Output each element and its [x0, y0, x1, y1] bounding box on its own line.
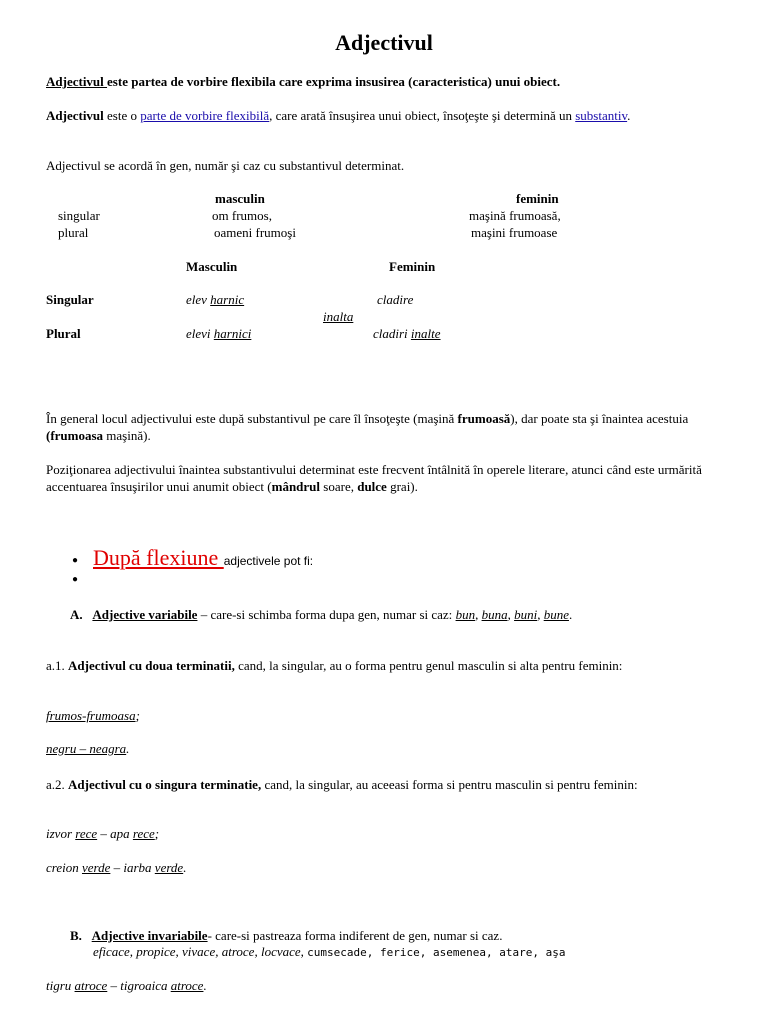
t: – iarba	[110, 860, 155, 875]
example-buna: buna	[481, 607, 508, 622]
bullet-item-flexiune	[93, 545, 313, 571]
end: .	[568, 607, 573, 622]
table1-header-masculin: masculin	[215, 191, 265, 206]
placement-paragraph	[46, 410, 726, 444]
t: – tigroaica	[107, 978, 171, 993]
a1-paragraph	[46, 657, 726, 674]
sep: ,	[507, 607, 515, 622]
page-title: Adjectivul	[335, 30, 433, 55]
position-text-2: soare,	[320, 479, 358, 494]
intro-paragraph	[46, 73, 726, 90]
table2-noun-plural: elevi	[186, 326, 214, 341]
flexiune-heading: După flexiune	[93, 545, 224, 570]
link-parte-de-vorbire[interactable]: parte de vorbire flexibilă	[140, 108, 270, 123]
a1-example-2-text: negru – neagra	[46, 741, 127, 756]
table1-cell-masc-singular: om frumos,	[212, 208, 272, 223]
position-bold-1: mândrul	[271, 479, 321, 494]
a1-number: a.1.	[46, 658, 69, 673]
t: tigru	[46, 978, 75, 993]
sep: ,	[475, 607, 482, 622]
table1-cell-masc-plural: oameni frumoşi	[214, 225, 296, 240]
bullet-marker-2: ●	[72, 574, 79, 585]
section-a-line	[70, 607, 572, 623]
table2-cell-fem-singular: cladire	[377, 292, 414, 307]
section-a-heading: Adjective variabile	[92, 607, 198, 622]
table1-cell-fem-plural: maşini frumoase	[471, 225, 558, 240]
a2-example-1	[46, 826, 159, 842]
sep: ,	[537, 607, 544, 622]
table1-header-feminin: feminin	[516, 191, 559, 206]
position-paragraph	[46, 461, 726, 495]
a1-heading: Adjectivul cu doua terminatii,	[68, 658, 235, 673]
section-a-text: – care-si schimba forma dupa gen, numar si caz:	[197, 607, 456, 622]
table2-header-feminin: Feminin	[389, 259, 436, 274]
table2-cell-fem-plural	[373, 326, 441, 342]
intro-term: Adjectivul	[46, 74, 108, 89]
adj: atroce	[170, 978, 204, 993]
placement-text-end: maşină).	[103, 428, 151, 443]
adj: atroce	[74, 978, 108, 993]
definition-term: Adjectivul	[46, 108, 104, 123]
agreement-paragraph: Adjectivul se acordă în gen, număr şi caz cu substantivul determinat.	[46, 158, 405, 173]
invariable-list-italic: eficace, propice, vivace, atroce, locvace,	[93, 944, 308, 959]
a1-text: cand, la singular, au o forma pentru genul masculin si alta pentru feminin:	[234, 658, 623, 673]
example-bun: bun	[455, 607, 476, 622]
adj: verde	[154, 860, 184, 875]
table2-cell-masc-plural	[186, 326, 251, 342]
section-b-list	[93, 944, 565, 960]
table2-row-label-plural: Plural	[46, 326, 81, 341]
definition-text: este o	[103, 108, 141, 123]
definition-text-end: .	[627, 108, 631, 123]
placement-bold-1: frumoasă	[457, 411, 511, 426]
t: creion	[46, 860, 82, 875]
table2-adjective: harnic	[210, 292, 245, 307]
invariable-list-mono: cumsecade, ferice, asemenea, atare, aşa	[307, 946, 566, 959]
position-text-end: grai).	[386, 479, 418, 494]
placement-bold-2: (frumoasa	[46, 428, 104, 443]
table2-row-label-singular: Singular	[46, 292, 94, 307]
section-b-example	[46, 978, 207, 994]
a2-text: cand, la singular, au aceeasi forma si pentru masculin si pentru feminin:	[261, 777, 638, 792]
table1-cell-fem-singular: maşină frumoasă,	[469, 208, 561, 223]
a2-heading: Adjectivul cu o singura terminatie,	[68, 777, 262, 792]
definition-paragraph	[46, 107, 726, 124]
end: .	[126, 741, 130, 756]
section-b-letter: B.	[70, 928, 82, 943]
section-b-text: - care-si pastreaza forma indiferent de gen, numar si caz.	[207, 928, 503, 943]
intro-text: este partea de vorbire flexibila care exprima insusirea (caracteristica) unui obiect.	[107, 74, 561, 89]
table2-middle-adjective: inalta	[323, 309, 354, 324]
table2-noun-fem-plural: cladiri	[373, 326, 411, 341]
a1-example-2	[46, 741, 129, 757]
placement-text: În general locul adjectivului este după substantivul pe care îl însoţeşte (maşină	[46, 411, 458, 426]
a2-paragraph	[46, 776, 726, 793]
section-b-heading: Adjective invariabile	[91, 928, 208, 943]
table1-row-label-singular: singular	[58, 208, 100, 223]
position-bold-2: dulce	[357, 479, 387, 494]
table2-adjective-plural: harnici	[213, 326, 252, 341]
link-substantiv[interactable]: substantiv	[575, 108, 628, 123]
table2-header-masculin: Masculin	[186, 259, 238, 274]
a1-example-1-text: frumos-frumoasa	[46, 708, 136, 723]
table2-cell-masc-singular	[186, 292, 244, 308]
adj: rece	[132, 826, 155, 841]
a1-example-1	[46, 708, 140, 724]
end: ;	[154, 826, 160, 841]
adj: rece	[75, 826, 98, 841]
a2-example-2	[46, 860, 186, 876]
table2-adjective-fem-plural: inalte	[410, 326, 441, 341]
example-bune: bune	[543, 607, 569, 622]
section-a-letter: A.	[70, 607, 83, 622]
definition-text-2: , care arată însuşirea unui obiect, însoţeşte şi determină un	[269, 108, 576, 123]
end: .	[203, 978, 207, 993]
t: izvor	[46, 826, 76, 841]
adj: verde	[81, 860, 111, 875]
table2-noun: elev	[186, 292, 211, 307]
example-buni: buni	[514, 607, 538, 622]
end: .	[183, 860, 187, 875]
section-b-line	[70, 928, 502, 944]
a2-number: a.2.	[46, 777, 69, 792]
position-text: Poziţionarea adjectivului înaintea substantivului determinat este frecvent întâlnită în operele literare, atunci când este urmărită accentuarea însuşirilor unui anumit obiect (	[46, 462, 702, 494]
table1-row-label-plural: plural	[58, 225, 89, 240]
t: – apa	[97, 826, 133, 841]
end: ;	[135, 708, 140, 723]
placement-text-2: ), dar poate sta şi înaintea acestuia	[510, 411, 689, 426]
bullet-marker-1: ●	[72, 555, 79, 566]
flexiune-text: adjectivele pot fi:	[223, 554, 314, 568]
